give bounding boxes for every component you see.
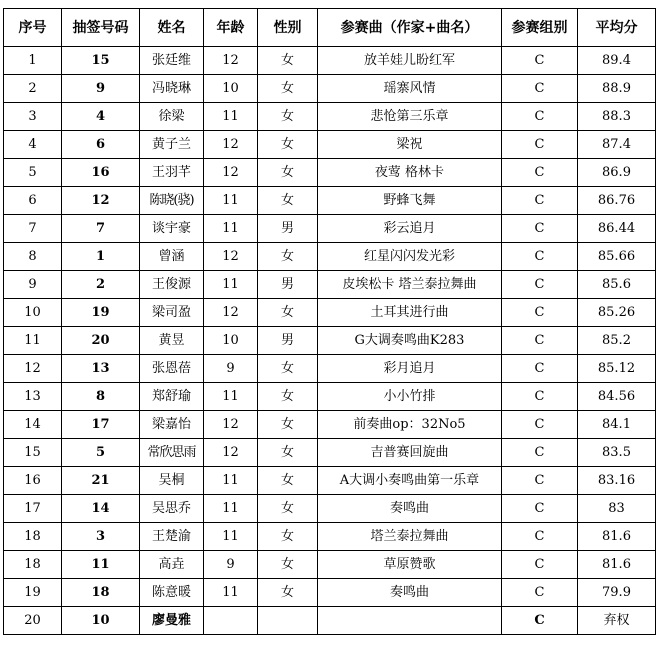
cell-draw: 13 [62, 355, 140, 383]
cell-gender: 女 [258, 467, 318, 495]
cell-piece: 夜莺 格林卡 [318, 159, 502, 187]
cell-piece: A大调小奏鸣曲第一乐章 [318, 467, 502, 495]
cell-piece: 皮埃松卡 塔兰泰拉舞曲 [318, 271, 502, 299]
cell-score: 84.56 [578, 383, 656, 411]
cell-piece: 奏鸣曲 [318, 579, 502, 607]
cell-draw: 4 [62, 103, 140, 131]
cell-draw: 19 [62, 299, 140, 327]
cell-index: 18 [4, 523, 62, 551]
cell-draw: 6 [62, 131, 140, 159]
cell-name: 谈宇豪 [140, 215, 204, 243]
cell-gender: 女 [258, 579, 318, 607]
cell-index: 1 [4, 47, 62, 75]
cell-score: 83.16 [578, 467, 656, 495]
header-cell-index: 序号 [4, 9, 62, 47]
cell-gender: 男 [258, 271, 318, 299]
header-cell-score: 平均分 [578, 9, 656, 47]
cell-score: 89.4 [578, 47, 656, 75]
cell-piece: 放羊娃儿盼红军 [318, 47, 502, 75]
table-row [4, 327, 656, 355]
cell-piece: 彩云追月 [318, 215, 502, 243]
cell-piece: 小小竹排 [318, 383, 502, 411]
cell-gender: 女 [258, 187, 318, 215]
cell-name: 吴思乔 [140, 495, 204, 523]
cell-gender: 女 [258, 411, 318, 439]
cell-piece: 野蜂飞舞 [318, 187, 502, 215]
cell-group: C [502, 103, 578, 131]
cell-age: 12 [204, 299, 258, 327]
cell-name: 张恩蓓 [140, 355, 204, 383]
cell-gender: 男 [258, 215, 318, 243]
header-row [4, 9, 656, 47]
cell-draw: 9 [62, 75, 140, 103]
cell-group: C [502, 439, 578, 467]
cell-name: 陈意暖 [140, 579, 204, 607]
cell-group: C [502, 159, 578, 187]
cell-draw: 7 [62, 215, 140, 243]
cell-name: 常欣思雨 [140, 439, 204, 467]
cell-name: 张廷维 [140, 47, 204, 75]
cell-group: C [502, 75, 578, 103]
cell-group: C [502, 467, 578, 495]
cell-index: 6 [4, 187, 62, 215]
cell-index: 2 [4, 75, 62, 103]
cell-piece: 彩月追月 [318, 355, 502, 383]
cell-score: 83.5 [578, 439, 656, 467]
cell-index: 7 [4, 215, 62, 243]
table-row [4, 383, 656, 411]
table-row [4, 187, 656, 215]
cell-gender: 女 [258, 75, 318, 103]
cell-group: C [502, 47, 578, 75]
cell-score: 84.1 [578, 411, 656, 439]
cell-score: 86.44 [578, 215, 656, 243]
cell-gender: 女 [258, 495, 318, 523]
cell-gender: 女 [258, 439, 318, 467]
header-cell-name: 姓名 [140, 9, 204, 47]
cell-gender: 男 [258, 327, 318, 355]
cell-piece: 瑶寨风情 [318, 75, 502, 103]
cell-score: 85.66 [578, 243, 656, 271]
table-row [4, 159, 656, 187]
table-row [4, 607, 656, 635]
cell-age: 11 [204, 215, 258, 243]
cell-index: 19 [4, 579, 62, 607]
cell-draw: 3 [62, 523, 140, 551]
cell-age: 11 [204, 523, 258, 551]
cell-piece: 土耳其进行曲 [318, 299, 502, 327]
cell-name: 梁司盈 [140, 299, 204, 327]
cell-group: C [502, 327, 578, 355]
cell-index: 4 [4, 131, 62, 159]
table-row [4, 47, 656, 75]
cell-score: 85.26 [578, 299, 656, 327]
cell-name: 郑舒瑜 [140, 383, 204, 411]
cell-index: 13 [4, 383, 62, 411]
cell-age: 11 [204, 579, 258, 607]
table-row [4, 355, 656, 383]
cell-group: C [502, 383, 578, 411]
cell-age: 11 [204, 383, 258, 411]
cell-name: 廖曼雅 [140, 607, 204, 635]
cell-index: 14 [4, 411, 62, 439]
cell-gender: 女 [258, 243, 318, 271]
cell-score: 85.12 [578, 355, 656, 383]
cell-gender: 女 [258, 383, 318, 411]
cell-group: C [502, 523, 578, 551]
cell-index: 8 [4, 243, 62, 271]
cell-name: 冯晓琳 [140, 75, 204, 103]
table-row [4, 103, 656, 131]
cell-gender: 女 [258, 103, 318, 131]
cell-index: 15 [4, 439, 62, 467]
cell-index: 10 [4, 299, 62, 327]
cell-age: 11 [204, 495, 258, 523]
cell-age: 10 [204, 75, 258, 103]
cell-index: 18 [4, 551, 62, 579]
cell-age [204, 607, 258, 635]
cell-gender: 女 [258, 355, 318, 383]
cell-age: 12 [204, 411, 258, 439]
cell-group: C [502, 215, 578, 243]
cell-name: 曾涵 [140, 243, 204, 271]
cell-draw: 16 [62, 159, 140, 187]
cell-gender: 女 [258, 159, 318, 187]
table-row [4, 243, 656, 271]
cell-piece: 梁祝 [318, 131, 502, 159]
table-row [4, 495, 656, 523]
cell-score: 81.6 [578, 523, 656, 551]
cell-index: 17 [4, 495, 62, 523]
cell-score: 86.76 [578, 187, 656, 215]
table-row [4, 467, 656, 495]
cell-gender: 女 [258, 523, 318, 551]
cell-score: 81.6 [578, 551, 656, 579]
cell-name: 黄昱 [140, 327, 204, 355]
cell-piece: 吉普赛回旋曲 [318, 439, 502, 467]
cell-index: 16 [4, 467, 62, 495]
cell-age: 12 [204, 131, 258, 159]
cell-age: 12 [204, 47, 258, 75]
cell-score: 88.3 [578, 103, 656, 131]
cell-draw: 12 [62, 187, 140, 215]
cell-piece: 奏鸣曲 [318, 495, 502, 523]
cell-gender: 女 [258, 47, 318, 75]
cell-age: 9 [204, 551, 258, 579]
cell-age: 12 [204, 159, 258, 187]
cell-score: 弃权 [578, 607, 656, 635]
cell-index: 12 [4, 355, 62, 383]
cell-age: 9 [204, 355, 258, 383]
cell-draw: 18 [62, 579, 140, 607]
cell-gender: 女 [258, 299, 318, 327]
cell-name: 梁嘉怡 [140, 411, 204, 439]
table-row [4, 299, 656, 327]
results-table [3, 8, 656, 635]
cell-index: 5 [4, 159, 62, 187]
table-row [4, 439, 656, 467]
header-cell-group: 参赛组别 [502, 9, 578, 47]
cell-draw: 21 [62, 467, 140, 495]
cell-gender: 女 [258, 551, 318, 579]
table-row [4, 579, 656, 607]
cell-score: 85.6 [578, 271, 656, 299]
header-cell-age: 年龄 [204, 9, 258, 47]
cell-index: 9 [4, 271, 62, 299]
cell-name: 徐梁 [140, 103, 204, 131]
cell-score: 83 [578, 495, 656, 523]
cell-group: C [502, 243, 578, 271]
cell-name: 吴桐 [140, 467, 204, 495]
cell-age: 12 [204, 439, 258, 467]
cell-group: C [502, 131, 578, 159]
cell-draw: 2 [62, 271, 140, 299]
cell-name: 黄子兰 [140, 131, 204, 159]
header-cell-piece: 参赛曲（作家+曲名） [318, 9, 502, 47]
cell-index: 11 [4, 327, 62, 355]
cell-score: 86.9 [578, 159, 656, 187]
table-body [4, 47, 656, 635]
cell-age: 11 [204, 271, 258, 299]
cell-score: 88.9 [578, 75, 656, 103]
cell-age: 12 [204, 243, 258, 271]
cell-piece: 悲怆第三乐章 [318, 103, 502, 131]
cell-index: 3 [4, 103, 62, 131]
cell-piece: G大调奏鸣曲K283 [318, 327, 502, 355]
cell-piece: 前奏曲op：32No5 [318, 411, 502, 439]
cell-group: C [502, 579, 578, 607]
table-row [4, 411, 656, 439]
table-row [4, 131, 656, 159]
cell-group: C [502, 411, 578, 439]
cell-draw: 1 [62, 243, 140, 271]
cell-age: 11 [204, 103, 258, 131]
cell-draw: 8 [62, 383, 140, 411]
cell-group: C [502, 551, 578, 579]
cell-draw: 10 [62, 607, 140, 635]
cell-name: 王羽芊 [140, 159, 204, 187]
cell-gender [258, 607, 318, 635]
cell-score: 85.2 [578, 327, 656, 355]
cell-draw: 20 [62, 327, 140, 355]
table-row [4, 523, 656, 551]
cell-piece [318, 607, 502, 635]
cell-group: C [502, 607, 578, 635]
cell-name: 陈晓(骁) [140, 187, 204, 215]
cell-piece: 红星闪闪发光彩 [318, 243, 502, 271]
table-row [4, 271, 656, 299]
cell-score: 79.9 [578, 579, 656, 607]
cell-group: C [502, 187, 578, 215]
cell-name: 王俊源 [140, 271, 204, 299]
cell-group: C [502, 299, 578, 327]
cell-age: 11 [204, 467, 258, 495]
cell-index: 20 [4, 607, 62, 635]
header-cell-draw: 抽签号码 [62, 9, 140, 47]
cell-group: C [502, 495, 578, 523]
header-cell-gender: 性别 [258, 9, 318, 47]
cell-draw: 14 [62, 495, 140, 523]
table-row [4, 215, 656, 243]
cell-age: 11 [204, 187, 258, 215]
cell-group: C [502, 271, 578, 299]
cell-piece: 塔兰泰拉舞曲 [318, 523, 502, 551]
cell-name: 王楚渝 [140, 523, 204, 551]
table-row [4, 551, 656, 579]
table-row [4, 75, 656, 103]
cell-gender: 女 [258, 131, 318, 159]
cell-piece: 草原赞歌 [318, 551, 502, 579]
cell-draw: 5 [62, 439, 140, 467]
cell-score: 87.4 [578, 131, 656, 159]
cell-age: 10 [204, 327, 258, 355]
cell-draw: 17 [62, 411, 140, 439]
cell-draw: 11 [62, 551, 140, 579]
cell-group: C [502, 355, 578, 383]
cell-draw: 15 [62, 47, 140, 75]
cell-name: 高垚 [140, 551, 204, 579]
